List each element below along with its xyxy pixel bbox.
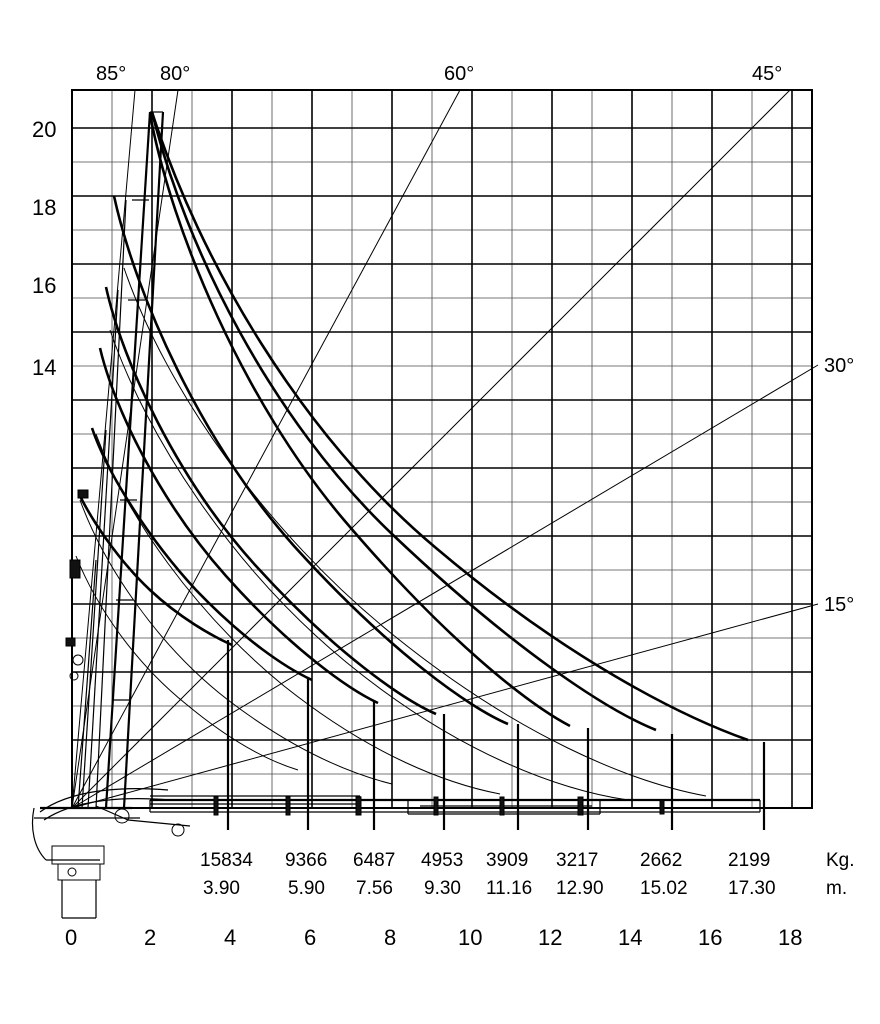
unit-label-kg: Kg. [826,850,855,871]
capacity-kg-1: 15834 [200,850,253,871]
y-tick-20: 20 [32,117,57,142]
reach-arc-5 [114,196,508,724]
angle-ray-45 [72,90,790,808]
radius-m-5: 11.16 [486,878,533,899]
reach-arc-4 [106,287,436,714]
angle-label-30: 30° [824,355,855,377]
reach-arc-1 [80,496,232,645]
reach-arc-2 [92,428,312,680]
y-tick-18: 18 [32,195,57,220]
x-tick-10: 10 [458,925,483,950]
angle-label-80: 80° [160,63,191,85]
y-axis-tick-labels [32,117,56,380]
y-tick-14: 14 [32,355,57,380]
x-tick-6: 6 [304,925,317,950]
x-tick-4: 4 [224,925,237,950]
x-tick-2: 2 [144,925,157,950]
radius-m-7: 15.02 [640,878,688,899]
capacity-kg-3: 6487 [353,850,396,871]
radius-m-4: 9.30 [424,878,461,899]
x-tick-12: 12 [538,925,563,950]
capacity-kg-7: 2662 [640,850,683,871]
reach-arc-7 [152,112,656,730]
secondary-arc-e [124,268,706,796]
unit-label-m: m. [826,878,848,899]
reach-arc-8 [152,112,748,740]
angle-label-85: 85° [96,63,127,85]
stowed-boom [150,796,760,815]
y-tick-16: 16 [32,273,57,298]
angle-label-45: 45° [752,63,783,85]
reach-arcs [80,112,748,740]
capacity-kg-6: 3217 [556,850,599,871]
radius-m-2: 5.90 [288,878,325,899]
x-tick-0: 0 [65,925,78,950]
capacity-kg-5: 3909 [486,850,529,871]
capacity-row-m [203,878,776,899]
capacity-drop-lines [228,640,764,830]
capacity-kg-8: 2199 [728,850,771,871]
capacity-row-kg [200,850,770,871]
x-tick-8: 8 [384,925,397,950]
capacity-kg-2: 9366 [285,850,328,871]
unit-labels [826,850,855,899]
angle-label-60: 60° [444,63,475,85]
radius-m-1: 3.90 [203,878,240,899]
angle-label-15: 15° [824,594,855,616]
radius-m-8: 17.30 [728,878,776,899]
x-tick-16: 16 [698,925,723,950]
capacity-kg-4: 4953 [421,850,464,871]
angle-labels [96,63,854,616]
x-tick-18: 18 [778,925,803,950]
x-tick-14: 14 [618,925,643,950]
x-axis-tick-labels [65,925,802,950]
radius-m-3: 7.56 [356,878,393,899]
radius-m-6: 12.90 [556,878,604,899]
